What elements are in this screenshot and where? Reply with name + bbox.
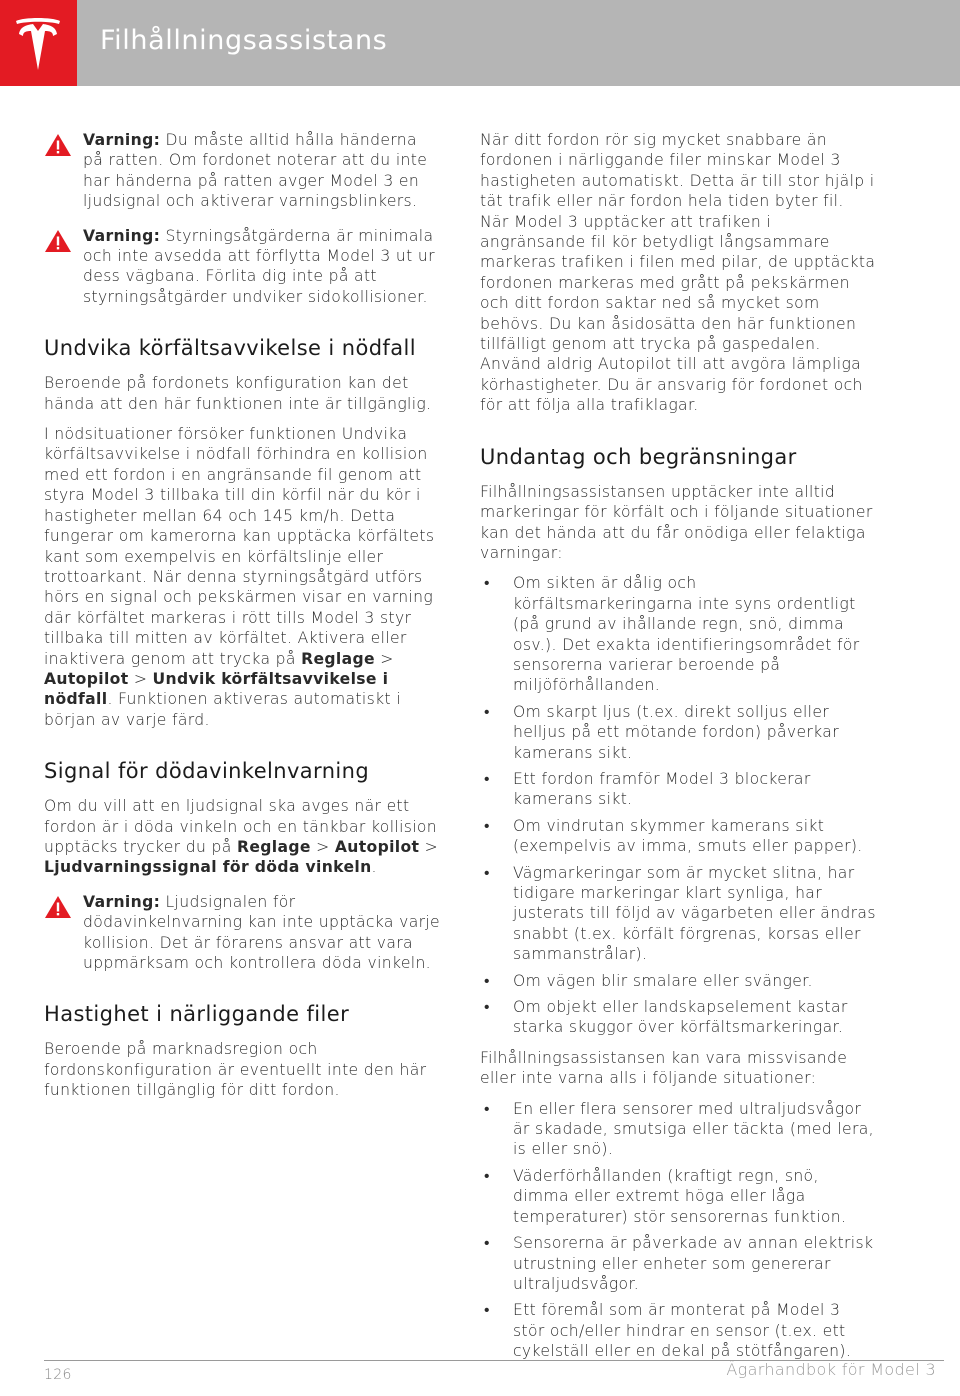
bullet-icon: • [484, 769, 490, 788]
paragraph: Filhållningsassistansen kan vara missvisande eller inte varna alls i följande situationer: [480, 1048, 848, 1088]
list-item-text: Om objekt eller landskapselement kastar starka skuggor över körfältsmarkeringar. [513, 998, 848, 1037]
page-number: 126 [44, 1367, 72, 1383]
paragraph-text: . [371, 858, 377, 877]
section-heading-blind-spot: Signal för dödavinkelnvarning [44, 759, 370, 784]
menu-path-autopilot: Autopilot [44, 669, 129, 688]
list-item [480, 769, 876, 810]
sensor-limitations-list [480, 1099, 876, 1362]
paragraph-text: I nödsituationer försöker funktionen Undvika körfältsavvikelse i nödfall förhindra en kollision med ett fordon i en angränsande fil genom att styra Model 3 tillbaka till din körfil när du kör i hastigheter mellan 64 och 145 km/h. Detta fungerar om kamerorna kan upptäcka körfältets kant som exempelvis en körfältslinje eller trottoarkant. När denna styrningsåtgärd utförs hörs en signal och pekskärmen visar en varning där körfältet markeras i rött tills Model 3 styr tillbaka till mitten av körfältet. Aktivera eller inaktivera genom att trycka på [44, 425, 435, 668]
warning-triangle-icon [44, 133, 72, 157]
separator: > [310, 837, 335, 856]
menu-path-setting: Undvik körfältsavvikelse i nödfall [44, 669, 389, 709]
menu-path-controls: Reglage [237, 837, 311, 856]
menu-path-autopilot: Autopilot [334, 837, 420, 856]
warning-text: Du måste alltid hålla händerna på ratten. Om fordonet noterar att du inte har händerna på ratten avger Model 3 en ljudsignal och aktiverar varningsblinkers. [83, 131, 428, 211]
bullet-icon: • [484, 574, 490, 593]
separator: > [419, 837, 439, 856]
limitations-list [480, 573, 876, 1038]
section-heading-limitations: Undantag och begränsningar [480, 444, 797, 469]
list-item-text: Om vindrutan skymmer kamerans sikt (exempelvis av imma, smuts eller papper). [513, 816, 863, 856]
paragraph [44, 796, 442, 878]
separator: > [128, 669, 153, 688]
section-heading-lane-departure: Undvika körfältsavvikelse i nödfall [44, 336, 416, 361]
list-item [480, 997, 876, 1038]
bullet-icon: • [484, 1234, 490, 1253]
menu-path-controls: Reglage [301, 649, 375, 668]
paragraph: Filhållningsassistansen upptäcker inte alltid markeringar för körfält och i följande situationer kan det hända att du får onödiga eller felaktiga varningar: [480, 482, 873, 562]
list-item-text: Om vägen blir smalare eller svänger. [513, 971, 813, 990]
list-item-text: Ett fordon framför Model 3 blockerar kamerans sikt. [513, 769, 811, 809]
paragraph [44, 424, 442, 730]
warning-triangle-icon [44, 229, 72, 253]
right-column [480, 130, 876, 1372]
tesla-logo [0, 0, 77, 86]
list-item-text: Sensorerna är påverkade av annan elektrisk utrustning eller enheter som genererar ultraljudsvågor. [513, 1234, 874, 1293]
bullet-icon: • [484, 863, 490, 882]
paragraph: När ditt fordon rör sig mycket snabbare än fordonen i närliggande filer minskar Model 3 hastigheten automatiskt. Detta är till stor hjälp i tät trafik eller när fordon hela tiden byter fil. När Model 3 upptäcker att trafiken i angränsande fil kör betydligt långsammare markeras trafiken i filen med pilar, de upptäckta fordonen markeras med grått på pekskärmen och ditt fordon saktar ned så mycket som behövs. Du kan åsidosätta den här funktionen tillfälligt genom att trycka på gaspedalen. Använd aldrig Autopilot till att avgöra lämpliga körhastigheter. Du är ansvarig för fordonet och för att följa alla trafiklagar. [480, 131, 876, 415]
list-item [480, 1166, 876, 1227]
list-item [480, 971, 876, 991]
bullet-icon: • [484, 1301, 490, 1320]
list-item [480, 702, 876, 763]
warning-label: Varning: [83, 131, 161, 149]
warning-label: Varning: [83, 226, 161, 245]
bullet-icon: • [484, 1166, 490, 1185]
warning-box [44, 226, 442, 308]
list-item-text: En eller flera sensorer med ultraljudsvågor är skadade, smutsiga eller täckta (med lera, is eller snö). [513, 1099, 874, 1159]
section-heading-adjacent-speed: Hastighet i närliggande filer [44, 1002, 350, 1027]
menu-path-setting: Ljudvarningssignal för döda vinkeln [44, 858, 372, 877]
warning-text: Ljudsignalen för dödavinkelnvarning kan inte upptäcka varje kollision. Det är förarens ansvar att vara uppmärksam och kontrollera döda vinkeln. [83, 892, 441, 972]
list-item [480, 863, 876, 965]
list-item-text: Om sikten är dålig och körfältsmarkeringarna inte syns ordentligt (på grund av ihållande regn, snö, dimma osv.). Det exakta identifieringsområdet för sensorerna varierar beroende på miljöförhållanden. [513, 574, 860, 695]
separator: > [374, 649, 394, 668]
left-column [44, 130, 442, 1111]
bullet-icon: • [484, 998, 490, 1017]
list-item-text: Vägmarkeringar som är mycket slitna, har tidigare markeringar klart synliga, har justerats till följd av vägarbeten eller ändras snabbt (t.ex. körfält förgrenas, korsas eller sammanstrålar). [513, 863, 876, 964]
list-item [480, 573, 876, 695]
bullet-icon: • [484, 971, 490, 990]
list-item [480, 1233, 876, 1294]
list-item-text: Om skarpt ljus (t.ex. direkt solljus eller helljus på ett mötande fordon) påverkar kamerans sikt. [513, 702, 839, 762]
list-item-text: Väderförhållanden (kraftigt regn, snö, dimma eller extremt höga eller låga temperaturer) stör sensorernas funktion. [513, 1166, 847, 1226]
list-item [480, 816, 876, 857]
bullet-icon: • [484, 702, 490, 721]
paragraph-text: . Funktionen aktiveras automatiskt i början av varje färd. [44, 690, 401, 729]
paragraph-text: Om du vill att en ljudsignal ska avges när ett fordon är i döda vinkeln och en tänkbar kollision upptäcks trycker du på [44, 797, 438, 856]
warning-text: Styrningsåtgärderna är minimala och inte avsedda att förflytta Model 3 ut ur dess vägbana. Förlita dig inte på att styrningsåtgärder undviker sidokollisioner. [83, 226, 435, 306]
warning-box [44, 130, 442, 212]
page-header [0, 0, 960, 86]
paragraph: Beroende på fordonets konfiguration kan det hända att den här funktionen inte är tillgänglig. [44, 374, 432, 413]
warning-triangle-icon [44, 895, 72, 919]
warning-box [44, 892, 442, 974]
manual-title: Ägarhandbok för Model 3 [726, 1360, 936, 1379]
paragraph: Beroende på marknadsregion och fordonskonfiguration är eventuellt inte den här funktionen tillgänglig för ditt fordon. [44, 1040, 427, 1100]
bullet-icon: • [484, 816, 490, 835]
list-item [480, 1099, 876, 1160]
list-item-text: Ett föremål som är monterat på Model 3 stör och/eller hindrar en sensor (t.ex. ett cykelställ eller en dekal på stötfångaren). [513, 1301, 852, 1361]
page-title: Filhållningsassistans [100, 25, 388, 56]
bullet-icon: • [484, 1099, 490, 1118]
list-item [480, 1300, 876, 1361]
warning-label: Varning: [83, 892, 161, 911]
tesla-logo-icon [12, 14, 64, 72]
